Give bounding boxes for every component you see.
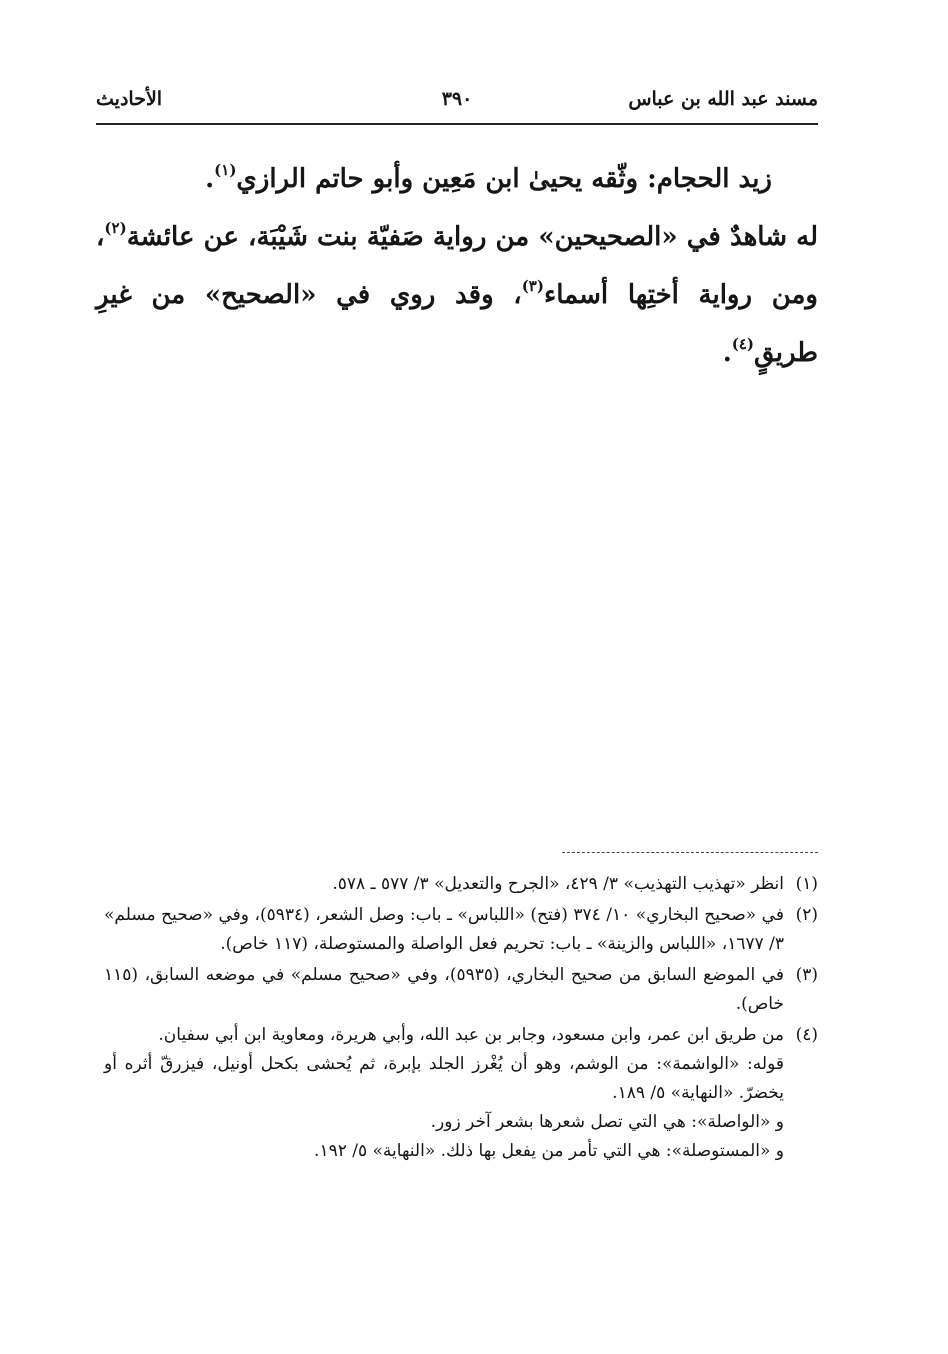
- running-title-left: الأحاديث: [96, 88, 163, 110]
- footnote-ref-3: (٣): [521, 277, 544, 295]
- footnote-3: [104, 961, 818, 1019]
- footnote-number: (٤): [795, 1025, 818, 1045]
- footnote-1: [104, 870, 818, 899]
- footnote-line: و «الواصلة»: هي التي تصل شعرها بشعر آخر زور.: [430, 1112, 784, 1132]
- footnote-number: (٢): [795, 905, 818, 925]
- footnote-body: [104, 870, 784, 899]
- paragraph-2-part2: ، ومن رواية أختِها أسماء: [96, 222, 818, 310]
- footnote-line: في الموضع السابق من صحيح البخاري، (٥٩٣٥)، وفي «صحيح مسلم» في موضعه السابق، (١١٥ خاص).: [104, 965, 784, 1014]
- paragraph-1-text: زيد الحجام: وثّقه يحيىٰ ابن مَعِين وأبو حاتم الرازي: [236, 164, 772, 194]
- paragraph-2-end: .: [722, 338, 732, 368]
- page-header: [96, 84, 818, 124]
- footnote-line: قوله: «الواشمة»: من الوشم، وهو أن يُغْرز الجلد بإبرة، ثم يُحشى بكحل أونيل، فيزرقّ أثره أو يخضرّ. «النهاية» ٥/ ١٨٩.: [104, 1054, 784, 1103]
- header-rule: [96, 123, 818, 125]
- footnote-ref-2: (٢): [104, 219, 127, 237]
- footnote-4: [104, 1021, 818, 1166]
- paragraph-1: [96, 150, 818, 208]
- footnote-line: و «المستوصلة»: هي التي تأمر من يفعل بها ذلك. «النهاية» ٥/ ١٩٢.: [314, 1141, 784, 1161]
- main-text: [96, 150, 818, 382]
- footnote-number: (٣): [795, 965, 818, 985]
- paragraph-2-part3: ، وقد روي في «الصحيح» من غيرِ طريقٍ: [96, 280, 818, 368]
- footnote-number: (١): [795, 874, 818, 894]
- footnote-ref-4: (٤): [731, 335, 755, 353]
- footnotes: [104, 870, 818, 1168]
- footnote-body: [104, 1021, 784, 1166]
- paragraph-1-end: .: [205, 164, 215, 194]
- footnote-2: [104, 901, 818, 959]
- paragraph-2-part1: له شاهدٌ في «الصحيحين» من رواية صَفيّة بنت شَيْبَة، عن عائشة: [126, 222, 818, 252]
- footnote-line: في «صحيح البخاري» ١٠/ ٣٧٤ (فتح) «اللباس» ـ باب: وصل الشعر، (٥٩٣٤)، وفي «صحيح مسلم» ٣/ ١٦٧٧، «اللباس والزينة» ـ باب: تحريم فعل الواصلة والمستوصلة، (١١٧ خاص).: [104, 905, 784, 954]
- footnote-line: انظر «تهذيب التهذيب» ٣/ ٤٢٩، «الجرح والتعديل» ٣/ ٥٧٧ ـ ٥٧٨.: [332, 874, 784, 894]
- page-number: ٣٩٠: [441, 88, 473, 110]
- footnote-body: [104, 961, 784, 1019]
- paragraph-2: [96, 208, 818, 382]
- footnote-body: [104, 901, 784, 959]
- running-title-right: مسند عبد الله بن عباس: [628, 88, 818, 110]
- footnote-ref-1: (١): [214, 161, 237, 179]
- footnote-separator: [562, 852, 818, 853]
- footnote-line: من طريق ابن عمر، وابن مسعود، وجابر بن عبد الله، وأبي هريرة، ومعاوية ابن أبي سفيان.: [158, 1025, 784, 1045]
